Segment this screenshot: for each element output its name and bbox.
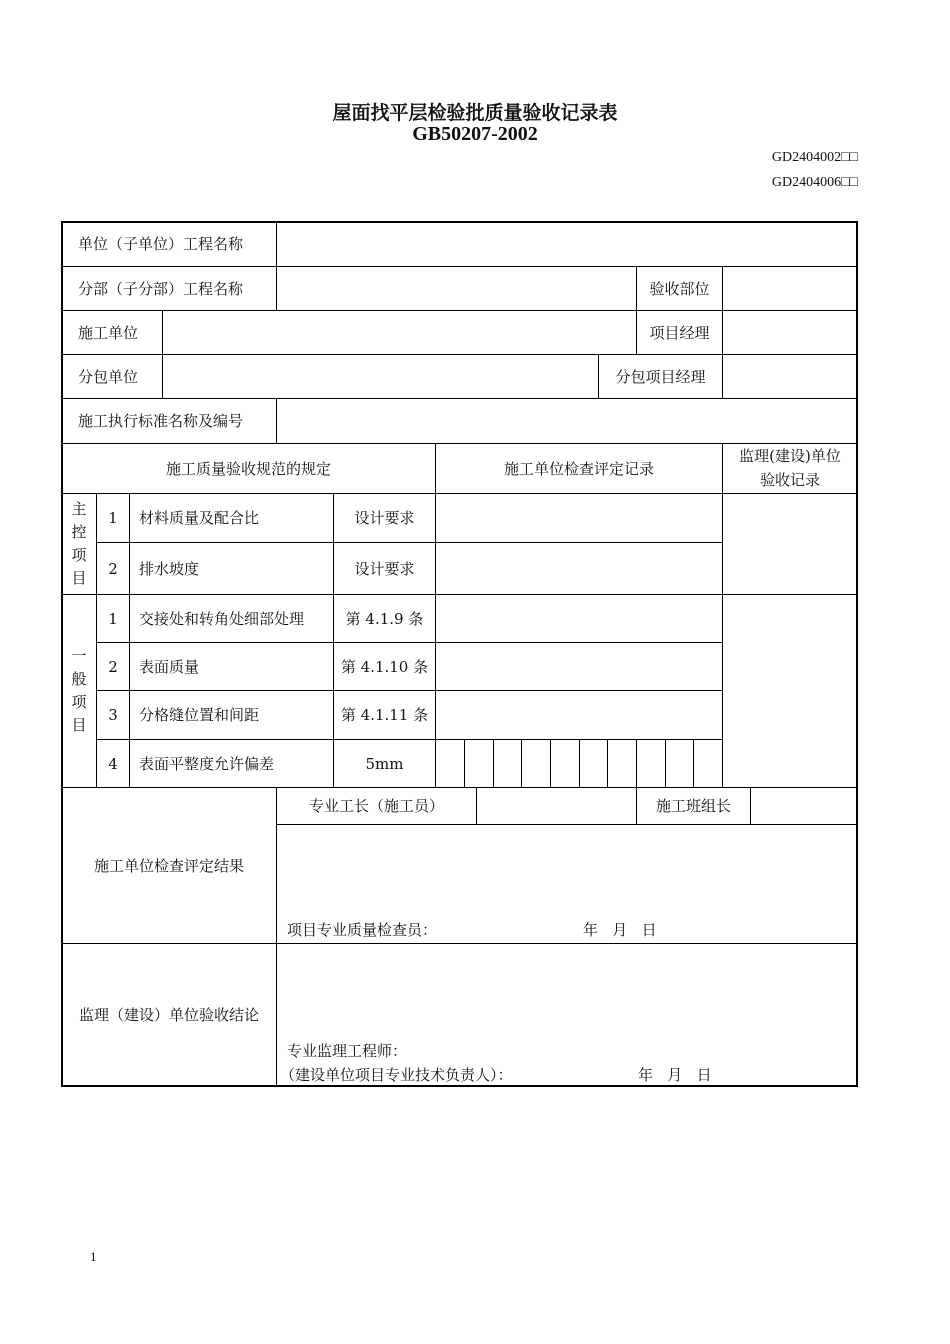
- item-check-field[interactable]: [436, 595, 722, 642]
- standard-field[interactable]: [277, 399, 857, 443]
- general-supervision-field[interactable]: [723, 595, 857, 787]
- item-name: 分格缝位置和间距: [139, 706, 260, 724]
- check-result-label: 施工单位检查评定结果: [93, 856, 244, 875]
- col-divider: [276, 787, 277, 1087]
- item-requirement: 设计要求: [354, 559, 415, 578]
- item-check-field[interactable]: [436, 691, 722, 739]
- label-char: 般: [71, 669, 87, 688]
- pm-label: 项目经理: [649, 323, 710, 342]
- general-items-label: [62, 595, 96, 787]
- pm-field[interactable]: [723, 311, 857, 354]
- item-requirement: 第 4.1.9 条: [345, 609, 424, 628]
- main-control-label: [62, 494, 96, 594]
- supervision-engineer-label: 专业监理工程师：: [287, 1042, 408, 1060]
- item-name: 交接处和转角处细部处理: [139, 609, 305, 628]
- conclusion-date: 年 月 日: [638, 1066, 712, 1084]
- division-name-field[interactable]: [277, 267, 636, 310]
- spec-header: 施工质量验收规范的规定: [165, 459, 331, 478]
- supervision-header: [723, 444, 857, 493]
- location-label: 验收部位: [649, 279, 710, 298]
- contractor-label: 施工单位: [78, 323, 139, 342]
- division-name-label: 分部（子分部）工程名称: [78, 279, 244, 298]
- main-supervision-field[interactable]: [723, 494, 857, 594]
- row-divider: [276, 824, 858, 825]
- supervision-conclusion-label: 监理（建设）单位验收结论: [78, 1006, 259, 1024]
- item-number: 1: [108, 509, 118, 527]
- label-char: 项: [71, 546, 87, 564]
- team-leader-field[interactable]: [751, 788, 857, 824]
- item-check-field[interactable]: [436, 494, 722, 542]
- item-requirement: 设计要求: [354, 509, 415, 527]
- foreman-label: 专业工长（施工员）: [308, 797, 444, 815]
- location-field[interactable]: [723, 267, 857, 310]
- item-name: 表面质量: [139, 657, 200, 676]
- item-requirement: 第 4.1.11 条: [340, 706, 429, 724]
- deviation-grid[interactable]: [436, 740, 722, 787]
- item-check-field[interactable]: [436, 543, 722, 594]
- label-char: 目: [71, 716, 87, 735]
- quality-inspector-label: 项目专业质量检查员：: [287, 921, 438, 939]
- label-char: 控: [71, 522, 87, 541]
- item-number: 2: [108, 657, 118, 676]
- check-header: 施工单位检查评定记录: [503, 459, 654, 478]
- item-number: 2: [108, 559, 118, 578]
- sub-pm-label: 分包项目经理: [615, 367, 706, 386]
- team-leader-label: 施工班组长: [655, 797, 731, 815]
- item-check-field[interactable]: [436, 643, 722, 690]
- standard-code: GB50207-2002: [412, 123, 538, 145]
- item-name: 材料质量及配合比: [139, 509, 260, 527]
- owner-tech-lead-label: （建设单位项目专业技术负责人）：: [280, 1066, 513, 1084]
- sub-pm-field[interactable]: [723, 355, 857, 398]
- form-code-2: GD2404006□□: [771, 175, 858, 190]
- page-number: 1: [90, 1249, 97, 1264]
- form-title: 屋面找平层检验批质量验收记录表: [332, 102, 618, 124]
- item-name: 表面平整度允许偏差: [139, 754, 275, 773]
- label-char: 目: [71, 569, 87, 588]
- item-number: 3: [108, 706, 118, 724]
- standard-label: 施工执行标准名称及编号: [78, 412, 244, 430]
- item-requirement: 5mm: [365, 754, 404, 773]
- project-name-label: 单位（子单位）工程名称: [78, 235, 244, 253]
- project-name-field[interactable]: [277, 222, 857, 266]
- contractor-field[interactable]: [163, 311, 636, 354]
- label-char: 主: [71, 499, 87, 518]
- subcontractor-field[interactable]: [163, 355, 598, 398]
- subcontractor-label: 分包单位: [78, 367, 139, 386]
- item-name: 排水坡度: [139, 559, 200, 578]
- result-date: 年 月 日: [583, 921, 657, 939]
- item-requirement: 第 4.1.10 条: [340, 657, 429, 676]
- label-char: 一: [71, 646, 87, 665]
- item-number: 1: [108, 609, 118, 628]
- supervision-header-line2: 验收记录: [759, 470, 820, 489]
- label-char: 项: [71, 693, 87, 711]
- item-number: 4: [108, 754, 118, 773]
- supervision-header-line1: 监理(建设)单位: [739, 447, 841, 466]
- form-code-1: GD2404002□□: [771, 150, 858, 165]
- foreman-field[interactable]: [477, 788, 636, 824]
